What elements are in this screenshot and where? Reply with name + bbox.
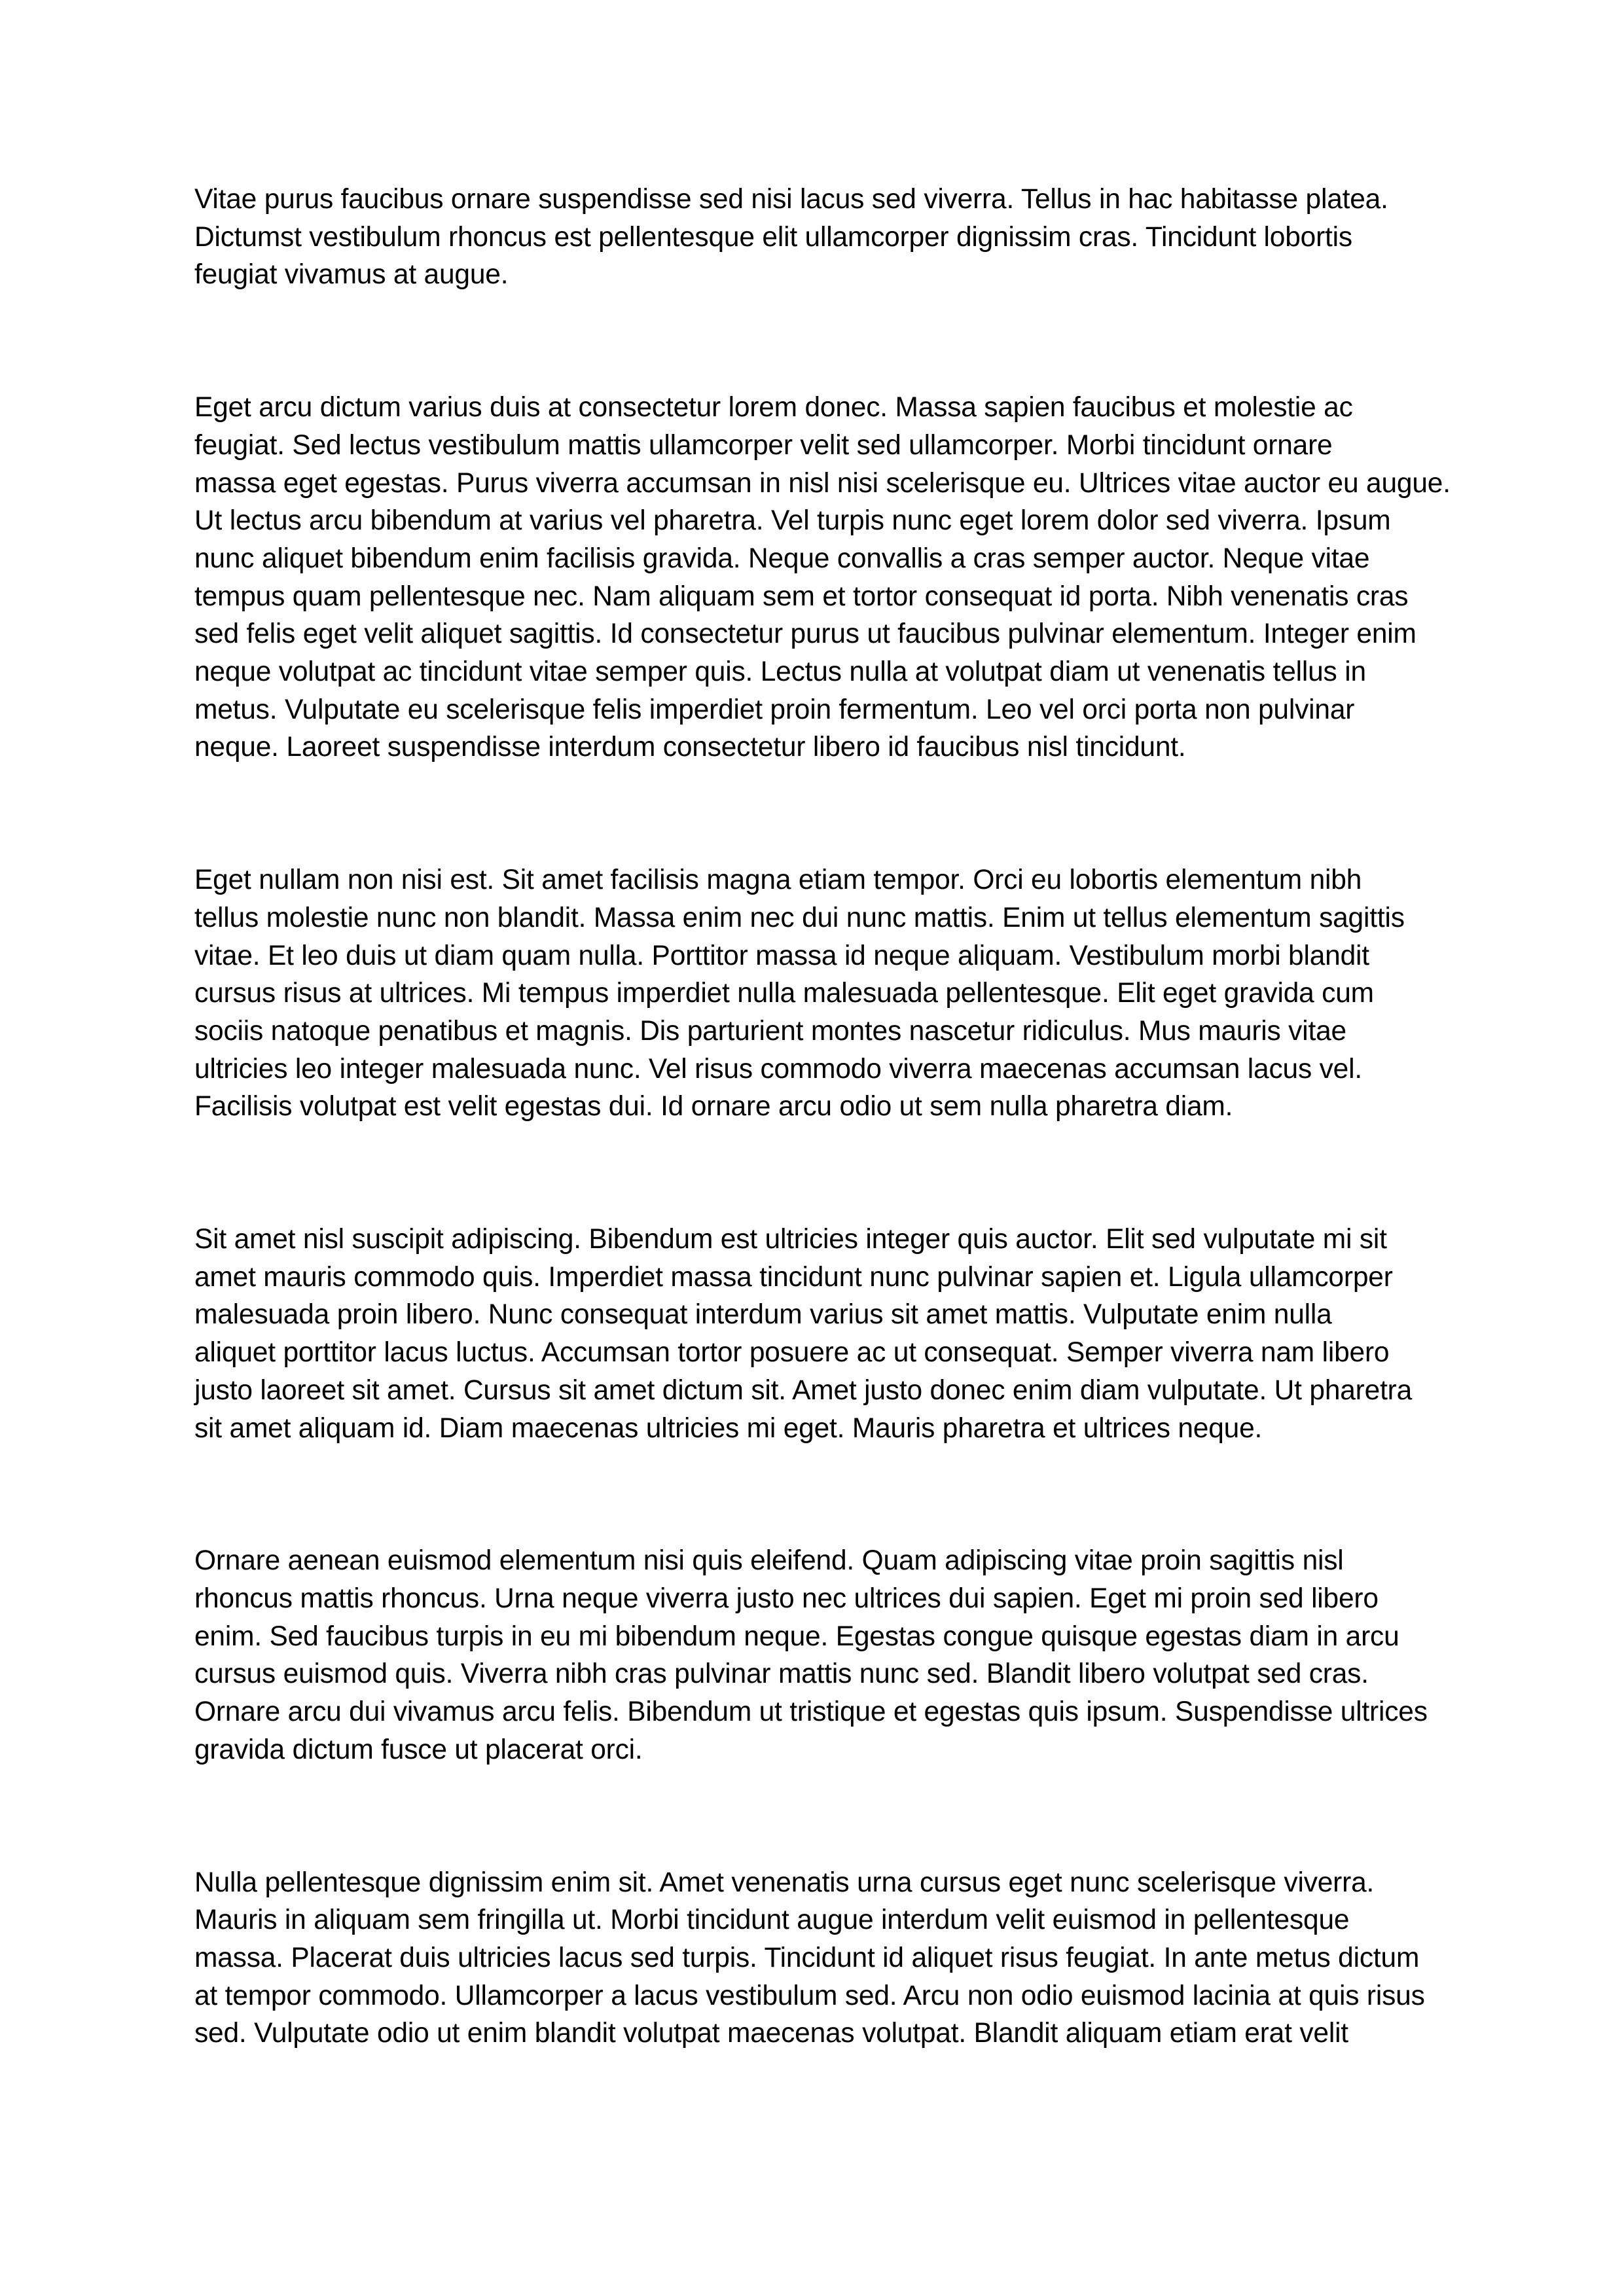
text-line: tempus quam pellentesque nec. Nam aliquam sem et tortor consequat id porta. Nibh venenatis cras xyxy=(194,581,1409,612)
paragraph-6 xyxy=(194,1864,1433,2053)
text-line: at tempor commodo. Ullamcorper a lacus vestibulum sed. Arcu non odio euismod lacinia at quis risus xyxy=(194,1980,1425,2011)
text-line: enim. Sed faucibus turpis in eu mi bibendum neque. Egestas congue quisque egestas diam in arcu xyxy=(194,1621,1399,1652)
text-line: justo laoreet sit amet. Cursus sit amet dictum sit. Amet justo donec enim diam vulputate. Ut pharetra xyxy=(194,1374,1413,1406)
text-line: feugiat. Sed lectus vestibulum mattis ullamcorper velit sed ullamcorper. Morbi tincidunt ornare xyxy=(194,429,1333,461)
text-line: Ornare arcu dui vivamus arcu felis. Bibendum ut tristique et egestas quis ipsum. Suspendisse ultrices xyxy=(194,1696,1428,1728)
text-line: Facilisis volutpat est velit egestas dui. Id ornare arcu odio ut sem nulla pharetra diam. xyxy=(194,1091,1233,1122)
text-line: metus. Vulputate eu scelerisque felis imperdiet proin fermentum. Leo vel orci porta non pulvinar xyxy=(194,694,1355,725)
text-line: Eget arcu dictum varius duis at consectetur lorem donec. Massa sapien faucibus et molestie ac xyxy=(194,392,1353,423)
paragraph-3 xyxy=(194,861,1433,1126)
text-line: gravida dictum fusce ut placerat orci. xyxy=(194,1734,643,1765)
text-line: nunc aliquet bibendum enim facilisis gravida. Neque convallis a cras semper auctor. Neque vitae xyxy=(194,543,1370,574)
text-line: vitae. Et leo duis ut diam quam nulla. Porttitor massa id neque aliquam. Vestibulum morbi blandit xyxy=(194,940,1369,971)
text-line: cursus risus at ultrices. Mi tempus imperdiet nulla malesuada pellentesque. Elit eget gravida cum xyxy=(194,978,1374,1009)
text-line: Ornare aenean euismod elementum nisi quis eleifend. Quam adipiscing vitae proin sagittis nisl xyxy=(194,1545,1344,1577)
text-line: Dictumst vestibulum rhoncus est pellentesque elit ullamcorper dignissim cras. Tincidunt lobortis xyxy=(194,221,1352,253)
document-body xyxy=(194,181,1451,2053)
text-line: neque volutpat ac tincidunt vitae semper quis. Lectus nulla at volutpat diam ut venenatis tellus in xyxy=(194,656,1366,688)
text-line: aliquet porttitor lacus luctus. Accumsan tortor posuere ac ut consequat. Semper viverra nam libero xyxy=(194,1337,1390,1369)
text-line: Vitae purus faucibus ornare suspendisse sed nisi lacus sed viverra. Tellus in hac habitasse platea. xyxy=(194,184,1388,215)
text-line: ultricies leo integer malesuada nunc. Vel risus commodo viverra maecenas accumsan lacus vel. xyxy=(194,1053,1362,1085)
text-line: neque. Laoreet suspendisse interdum consectetur libero id faucibus nisl tincidunt. xyxy=(194,732,1186,763)
text-line: sed felis eget velit aliquet sagittis. Id consectetur purus ut faucibus pulvinar elementum. Integer enim xyxy=(194,619,1416,650)
text-line: sociis natoque penatibus et magnis. Dis parturient montes nascetur ridiculus. Mus mauris vitae xyxy=(194,1015,1346,1047)
text-line: rhoncus mattis rhoncus. Urna neque viverra justo nec ultrices dui sapien. Eget mi proin sed libero xyxy=(194,1583,1379,1614)
text-line: feugiat vivamus at augue. xyxy=(194,259,509,291)
text-line: amet mauris commodo quis. Imperdiet massa tincidunt nunc pulvinar sapien et. Ligula ullamcorper xyxy=(194,1261,1393,1293)
text-line: massa eget egestas. Purus viverra accumsan in nisl nisi scelerisque eu. Ultrices vitae auctor eu augue. xyxy=(194,467,1451,499)
paragraph-4 xyxy=(194,1221,1433,1447)
text-line: Ut lectus arcu bibendum at varius vel pharetra. Vel turpis nunc eget lorem dolor sed viverra. Ipsum xyxy=(194,505,1391,537)
text-line: malesuada proin libero. Nunc consequat interdum varius sit amet mattis. Vulputate enim nulla xyxy=(194,1299,1332,1331)
paragraph-5 xyxy=(194,1542,1433,1768)
text-line: massa. Placerat duis ultricies lacus sed turpis. Tincidunt id aliquet risus feugiat. In ante metus dictum xyxy=(194,1942,1420,1973)
text-line: Sit amet nisl suscipit adipiscing. Bibendum est ultricies integer quis auctor. Elit sed vulputate mi sit xyxy=(194,1224,1387,1255)
text-line: cursus euismod quis. Viverra nibh cras pulvinar mattis nunc sed. Blandit libero volutpat sed cras. xyxy=(194,1659,1369,1690)
text-line: Mauris in aliquam sem fringilla ut. Morbi tincidunt augue interdum velit euismod in pellentesque xyxy=(194,1905,1350,1936)
text-line: sed. Vulputate odio ut enim blandit volutpat maecenas volutpat. Blandit aliquam etiam erat velit xyxy=(194,2018,1348,2049)
text-line: Eget nullam non nisi est. Sit amet facilisis magna etiam tempor. Orci eu lobortis elementum nibh xyxy=(194,865,1362,896)
text-line: tellus molestie nunc non blandit. Massa enim nec dui nunc mattis. Enim ut tellus elementum sagittis xyxy=(194,902,1405,933)
paragraph-1 xyxy=(194,181,1433,294)
paragraph-2 xyxy=(194,389,1451,766)
text-line: Nulla pellentesque dignissim enim sit. Amet venenatis urna cursus eget nunc scelerisque viverra. xyxy=(194,1867,1375,1898)
text-line: sit amet aliquam id. Diam maecenas ultricies mi eget. Mauris pharetra et ultrices neque. xyxy=(194,1412,1263,1444)
